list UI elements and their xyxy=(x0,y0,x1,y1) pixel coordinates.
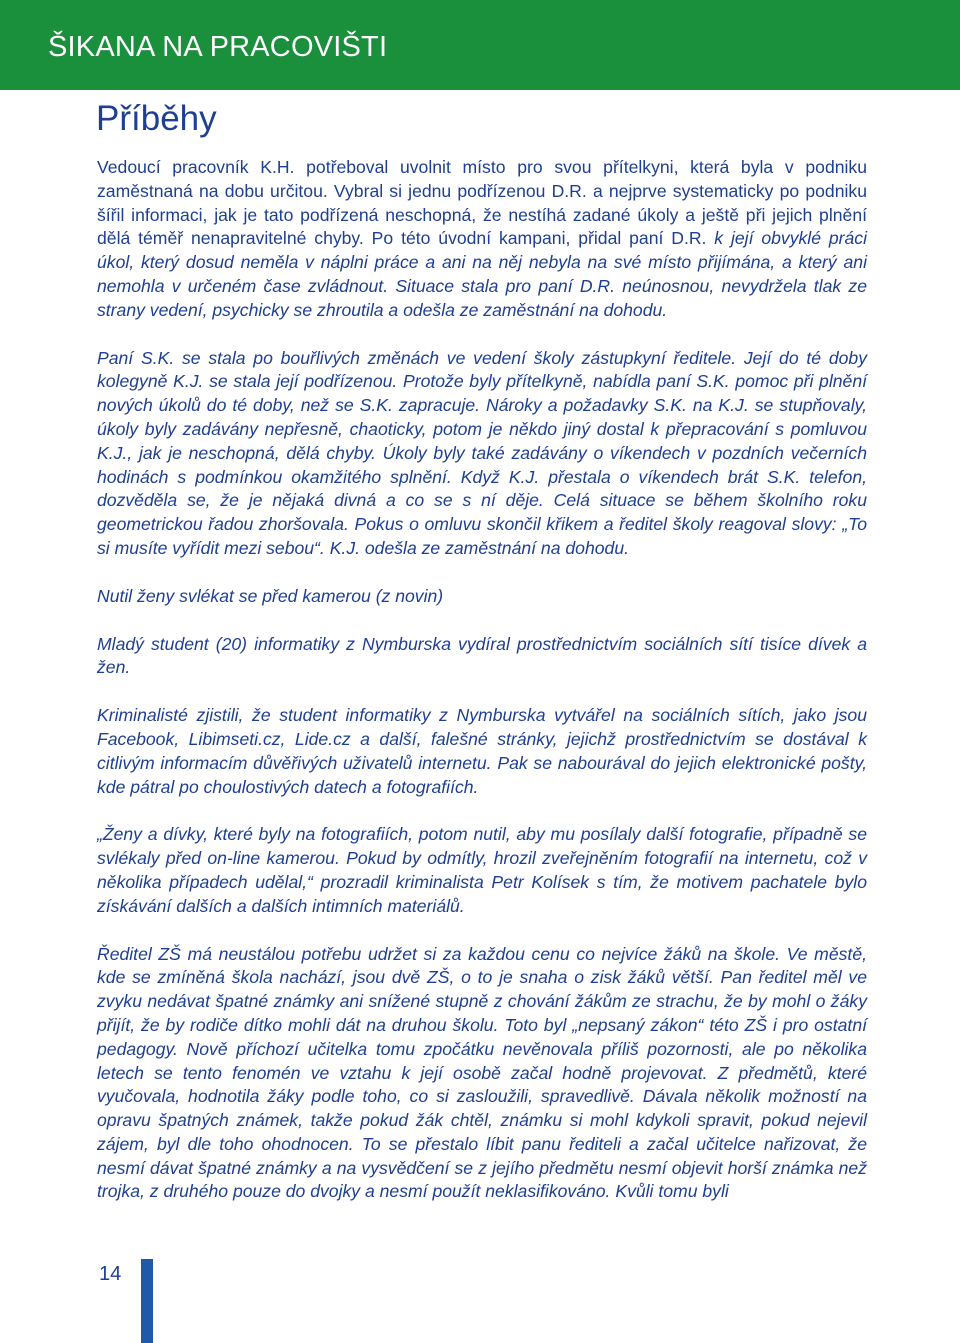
story-paragraph-2 xyxy=(97,347,867,561)
page-number: 14 xyxy=(99,1263,122,1285)
news-paragraph-2 xyxy=(97,823,867,918)
story-paragraph-3 xyxy=(97,943,867,1205)
body-text xyxy=(97,156,867,1228)
news-paragraph-1 xyxy=(97,704,867,799)
section-title: ŠIKANA NA PRACOVIŠTI xyxy=(48,31,388,63)
footer-accent-bar xyxy=(141,1259,153,1343)
story-paragraph-1-plain: Vedoucí pracovník K.H. potřeboval uvolnit místo pro svou přítelkyni, která byla v podniku zaměstnaná na dobu určitou. Vybral si jednu podřízenou D.R. a nejprve systematicky po podniku šířil informaci, jak je tato podřízená neschopná, že nestíhá zadané úkoly a ještě při jejich plnění dělá téměř nenapravitelné chyby. Po této úvodní kampani, přidal paní D.R. xyxy=(97,157,867,249)
story-paragraph-1 xyxy=(97,156,867,323)
news-paragraph-1-text: Kriminalisté zjistili, že student informatiky z Nymburska vytvářel na sociálních sítích, jako jsou Facebook, Libimseti.cz, Lide.cz a další, falešné stránky, jejichž prostřednictvím se dostával k citlivým informacím důvěřivých uživatelů internetu. Pak se nabourával do jejich elektronické pošty, kde pátral po choulostivých datech a fotografiích. xyxy=(97,705,867,797)
header-band xyxy=(0,0,960,90)
news-headline xyxy=(97,585,867,609)
news-paragraph-2-text: „Ženy a dívky, které byly na fotografiích, potom nutil, aby mu posílaly další fotografie, případně se svlékaly před on-line kamerou. Pokud by odmítly, hrozil zveřejněním fotografií na internetu, což v několika případech udělal,“ prozradil kriminalista Petr Kolísek s tím, že motivem pachatele bylo získávání dalších a dalších intimních materiálů. xyxy=(97,824,867,916)
news-lead xyxy=(97,633,867,681)
story-paragraph-2-text: Paní S.K. se stala po bouřlivých změnách ve vedení školy zástupkyní ředitele. Její do té doby kolegyně K.J. se stala její podřízenou. Protože byly přítelkyně, nabídla paní S.K. pomoc při plnění nových úkolů do té doby, než se S.K. zapracuje. Nároky a požadavky S.K. na K.J. se stupňovaly, úkoly byly zadávány nepřesně, chaoticky, potom je někdo jiný dostal k přepracování s pomluvou K.J., jak je neschopná, dělá chyby. Úkoly byly také zadávány o víkendech v pozdních večerních hodinách s podmínkou okamžitého splnění. Když K.J. přestala o víkendech brát S.K. telefon, dozvěděla se, že je nějaká divná a co se s ní děje. Celá situace se během školního roku geometrickou řadou zhoršovala. Pokus o omluvu skončil křikem a ředitel školy reagoval slovy: „To si musíte vyřídit mezi sebou“. K.J. odešla ze zaměstnání na dohodu. xyxy=(97,347,867,558)
news-headline-text: Nutil ženy svlékat se před kamerou (z novin) xyxy=(97,585,444,606)
story-paragraph-1-italic: k její obvyklé práci úkol, který dosud neměla v náplni práce a ani na něj nebyla na své místo přijímána, a který ani nemohla v určeném čase zvládnout. Situace stala pro paní D.R. neúnosnou, nevydržela tlak ze strany vedení, psychicky se zhroutila a odešla ze zaměstnání na dohodu. xyxy=(97,228,867,320)
story-paragraph-3-text: Ředitel ZŠ má neustálou potřebu udržet si za každou cenu co nejvíce žáků na škole. Ve městě, kde se zmíněná škola nachází, jsou dvě ZŠ, o to je snaha o zisk žáků větší. Pan ředitel měl ve zvyku nedávat špatné známky ani snížené stupně z chování žákům ze strachu, že by mohl o žáky přijít, že by rodiče dítko mohli dát na druhou školu. Toto byl „nepsaný zákon“ této ZŠ i pro ostatní pedagogy. Nově příchozí učitelka tomu zpočátku nevěnovala příliš pozornosti, ale po několika letech se tento fenomén ve vztahu k její osobě začal hodně projevovat. Z předmětů, které vyučovala, hodnotila žáky podle toho, co si zasloužili, spravedlivě. Dávala několik možností na opravu špatných známek, takže pokud žák chtěl, známku si mohl kdykoli spravit, pokud nejevil zájem, byl dle toho ohodnocen. To se přestalo líbit panu řediteli a začal učitelce nařizovat, že nesmí dávat špatné známky a na vysvědčení se z jejího předmětu nesmí objevit horší známka než trojka, z druhého pouze do dvojky a nesmí použít neklasifikováno. Kvůli tomu byli xyxy=(97,943,867,1202)
news-lead-text: Mladý student (20) informatiky z Nymburska vydíral prostřednictvím sociálních sítí tisíce dívek a žen. xyxy=(97,633,867,678)
page-title: Příběhy xyxy=(96,99,217,138)
